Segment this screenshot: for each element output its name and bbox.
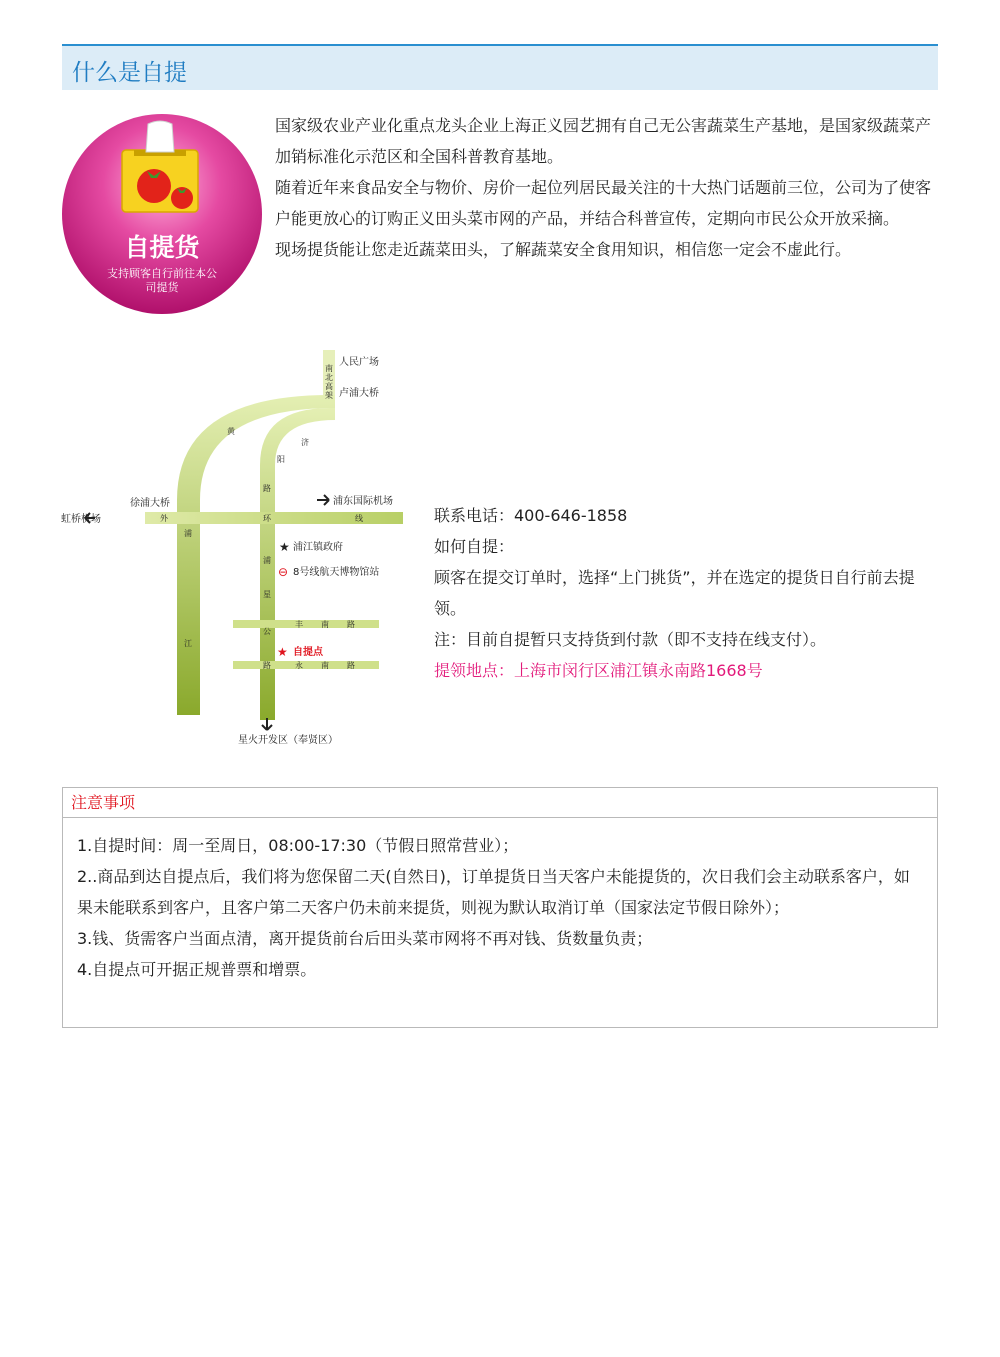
notice-title: 注意事项 [63, 788, 937, 818]
intro-paragraph: 现场提货能让您走近蔬菜田头，了解蔬菜安全食用知识，相信您一定会不虚此行。 [275, 240, 852, 259]
badge-subtitle-2: 司提货 [145, 281, 179, 294]
road-char: 路 [263, 484, 271, 493]
intro-paragraph: 随着近年来食品安全与物价、房价一起位列居民最关注的十大热门话题前三位，公司为了使客户能更放心的订购正义田头菜市网的产品，并结合科普宣传，定期向市民公众开放采摘。 [275, 178, 932, 228]
road-char: 南 [321, 620, 329, 629]
route-map-graphic [55, 350, 425, 750]
page-title: 什么是自提 [72, 60, 187, 86]
route-map [55, 350, 425, 750]
notice-item: 1.自提时间：周一至周日，08:00-17:30（节假日照常营业）； [77, 836, 519, 855]
road-char: 江 [184, 639, 192, 648]
road-char: 永 [295, 661, 303, 670]
notice-box [62, 787, 938, 1028]
label-pujiang-gov: 浦江镇政府 [293, 542, 343, 553]
label-hongqiao-airport: 虹桥机场 [61, 514, 101, 525]
road-char: 浦 [184, 529, 192, 538]
road-char: 南 [321, 661, 329, 670]
road-char: 北 [325, 373, 333, 382]
pickup-description: 顾客在提交订单时，选择“上门挑货”，并在选定的提货日自行前去提领。 [434, 568, 915, 618]
gov-star-icon: ★ [279, 540, 290, 554]
road-fengnan [233, 620, 379, 628]
road-char: 高 [325, 382, 333, 391]
metro-icon: ⊖ [278, 565, 289, 579]
pickup-star-icon: ★ [277, 645, 288, 659]
label-xinghuo: 星火开发区（奉贤区） [238, 735, 338, 746]
badge-subtitle-1: 支持顾客自行前往本公 [107, 267, 217, 280]
road-jiyang [260, 408, 335, 720]
notice-item: 4.自提点可开据正规普票和增票。 [77, 960, 317, 979]
road-char: 阳 [277, 455, 285, 464]
road-char: 架 [325, 391, 333, 400]
road-char: 南 [325, 364, 333, 373]
pickup-address: 提领地点：上海市闵行区浦江镇永南路1668号 [434, 661, 763, 680]
road-char: 路 [347, 620, 355, 629]
label-pudong-airport: 浦东国际机场 [333, 496, 393, 507]
contact-phone: 联系电话：400-646-1858 [434, 506, 628, 525]
self-pickup-badge [62, 114, 262, 314]
road-char: 黄 [227, 427, 235, 436]
label-people-square: 人民广场 [339, 357, 379, 368]
road-char: 丰 [295, 620, 303, 629]
road-char: 环 [263, 514, 271, 523]
road-char: 外 [160, 514, 168, 523]
road-char: 浦 [263, 556, 271, 565]
road-char: 线 [355, 514, 363, 523]
road-char: 公 [263, 627, 271, 636]
label-lupu-bridge: 卢浦大桥 [339, 388, 379, 399]
payment-note: 注：目前自提暂只支持货到付款（即不支持在线支付）。 [434, 630, 827, 649]
intro-paragraph: 国家级农业产业化重点龙头企业上海正义园艺拥有自己无公害蔬菜生产基地，是国家级蔬菜产加销标准化示范区和全国科普教育基地。 [275, 116, 932, 166]
intro-text [275, 110, 935, 265]
notice-item: 2..商品到达自提点后，我们将为您保留二天(自然日)，订单提货日当天客户未能提货的，次日我们会主动联系客户，如果未能联系到客户，且客户第二天客户仍未前来提货，则视为默认取消订单（国家法定节假日除外）； [77, 867, 910, 917]
road-char: 星 [263, 590, 271, 599]
section-title-bar [62, 44, 938, 90]
road-char: 路 [347, 661, 355, 670]
how-to-pickup-heading: 如何自提： [434, 537, 515, 556]
notice-item: 3.钱、货需客户当面点清，离开提货前台后田头菜市网将不再对钱、货数量负责； [77, 929, 653, 948]
notice-list [63, 818, 937, 985]
arrow-right-icon [317, 495, 329, 505]
label-metro-station: 8号线航天博物馆站 [293, 567, 380, 578]
road-waihuan [145, 512, 403, 524]
self-pickup-badge-graphic [62, 114, 262, 314]
road-char: 路 [263, 661, 271, 670]
road-yongnan [233, 661, 379, 669]
road-char: 济 [301, 438, 309, 447]
label-xupu-bridge: 徐浦大桥 [130, 498, 170, 509]
badge-label: 自提货 [124, 233, 200, 262]
contact-info [434, 500, 944, 686]
label-pickup-point: 自提点 [293, 647, 323, 658]
